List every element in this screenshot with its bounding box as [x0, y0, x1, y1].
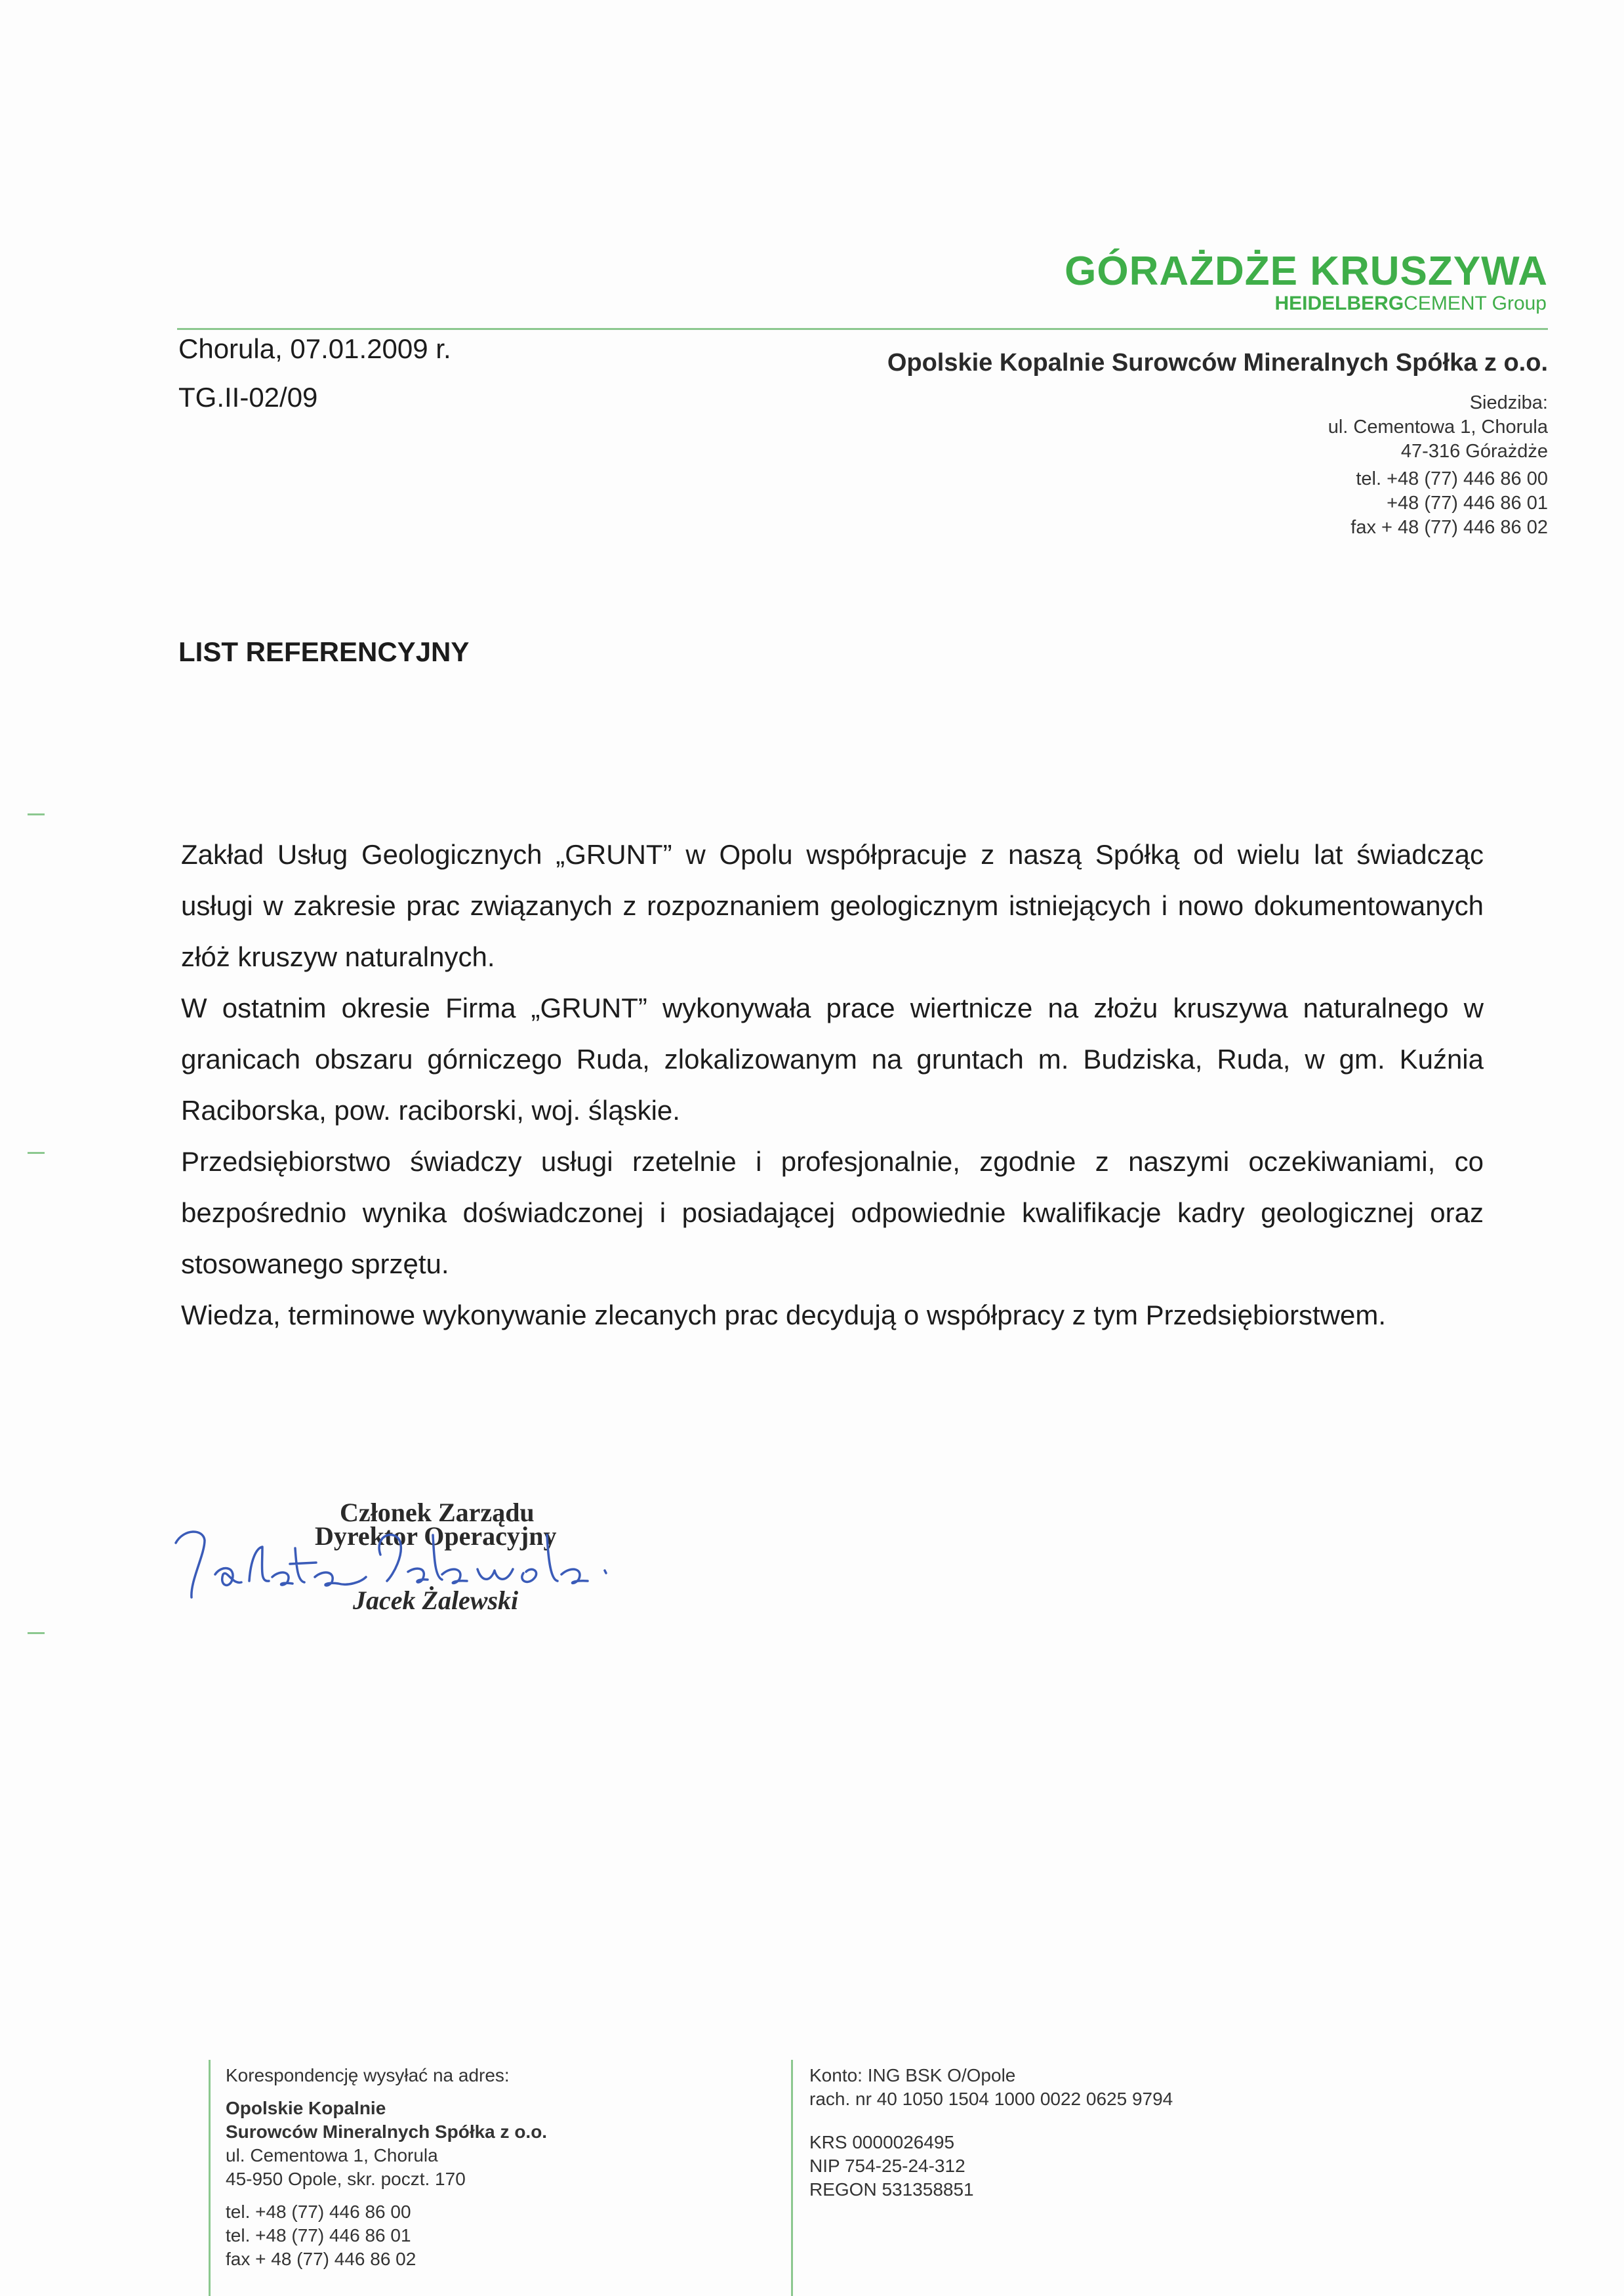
address-postal: 47-316 Górażdże: [1400, 441, 1548, 462]
signatory-role: Dyrektor Operacyjny: [315, 1521, 557, 1551]
body-paragraph: Zakład Usług Geologicznych „GRUNT” w Opolu współpracuje z naszą Spółką od wielu lat świadcząc usługi w zakresie prac związanych z rozpoznaniem geologicznym istniejących i nowo dokumentowanych złóż kruszyw naturalnych.: [181, 839, 1484, 972]
footer-rule-right: [791, 2060, 793, 2296]
footer-company-line2: Surowców Mineralnych Spółka z o.o.: [226, 2122, 548, 2142]
reference-number: TG.II-02/09: [178, 382, 318, 413]
footer-intro: Korespondencję wysyłać na adres:: [226, 2065, 510, 2085]
signatory-role: Członek Zarządu: [340, 1498, 535, 1527]
edge-mark: [28, 1632, 45, 1634]
letter-body: [181, 829, 1484, 1341]
edge-mark: [28, 813, 45, 815]
address-label: Siedziba:: [1469, 392, 1548, 413]
address-street: ul. Cementowa 1, Chorula: [1328, 417, 1548, 438]
body-paragraph: Wiedza, terminowe wykonywanie zlecanych prac decydują o współpracy z tym Przedsiębiorstwem.: [181, 1300, 1387, 1330]
edge-mark: [28, 1152, 45, 1154]
document-title: LIST REFERENCYJNY: [178, 636, 470, 667]
contact-tel2: +48 (77) 446 86 01: [1387, 493, 1548, 514]
company-address: [1328, 391, 1548, 464]
handwritten-signature: [164, 1509, 767, 1614]
company-contact: [1350, 467, 1548, 540]
footer-bank: Konto: ING BSK O/Opole: [809, 2065, 1016, 2085]
signatory-name: Jacek Żalewski: [353, 1586, 519, 1615]
footer-fax: fax + 48 (77) 446 86 02: [226, 2249, 416, 2269]
footer-postal: 45-950 Opole, skr. poczt. 170: [226, 2169, 466, 2189]
footer-nip: NIP 754-25-24-312: [809, 2156, 965, 2176]
body-paragraph: Przedsiębiorstwo świadczy usługi rzetelnie i profesjonalnie, zgodnie z naszymi oczekiwaniami, co bezpośrednio wynika doświadczonej i posiadającej odpowiednie kwalifikacje kadry geologicznej oraz stosowanego sprzętu.: [181, 1146, 1484, 1279]
contact-fax: fax + 48 (77) 446 86 02: [1350, 517, 1548, 538]
footer-street: ul. Cementowa 1, Chorula: [226, 2145, 438, 2165]
group-logo-rest: CEMENT Group: [1404, 293, 1547, 314]
contact-tel1: tel. +48 (77) 446 86 00: [1356, 468, 1548, 489]
footer-tel2: tel. +48 (77) 446 86 01: [226, 2225, 411, 2245]
company-name: Opolskie Kopalnie Surowców Mineralnych Spółka z o.o.: [887, 349, 1548, 377]
footer-correspondence: [226, 2064, 547, 2271]
header-rule: [177, 328, 1548, 330]
group-logo-bold: HEIDELBERG: [1274, 293, 1404, 314]
footer-tel1: tel. +48 (77) 446 86 00: [226, 2202, 411, 2222]
footer-bank-registry: [809, 2064, 1173, 2202]
footer-krs: KRS 0000026495: [809, 2132, 955, 2152]
group-logo: [1274, 293, 1547, 315]
footer-company-line1: Opolskie Kopalnie: [226, 2098, 386, 2118]
place-date: Chorula, 07.01.2009 r.: [178, 333, 451, 364]
footer-account: rach. nr 40 1050 1504 1000 0022 0625 9794: [809, 2089, 1173, 2109]
footer-rule-left: [209, 2060, 211, 2296]
brand-logo: GÓRAŻDŻE KRUSZYWA: [1065, 249, 1548, 294]
footer-regon: REGON 531358851: [809, 2179, 974, 2200]
body-paragraph: W ostatnim okresie Firma „GRUNT” wykonywała prace wiertnicze na złożu kruszywa naturalnego w granicach obszaru górniczego Ruda, zlokalizowanym na gruntach m. Budziska, Ruda, w gm. Kuźnia Raciborska, pow. raciborski, woj. śląskie.: [181, 993, 1484, 1126]
